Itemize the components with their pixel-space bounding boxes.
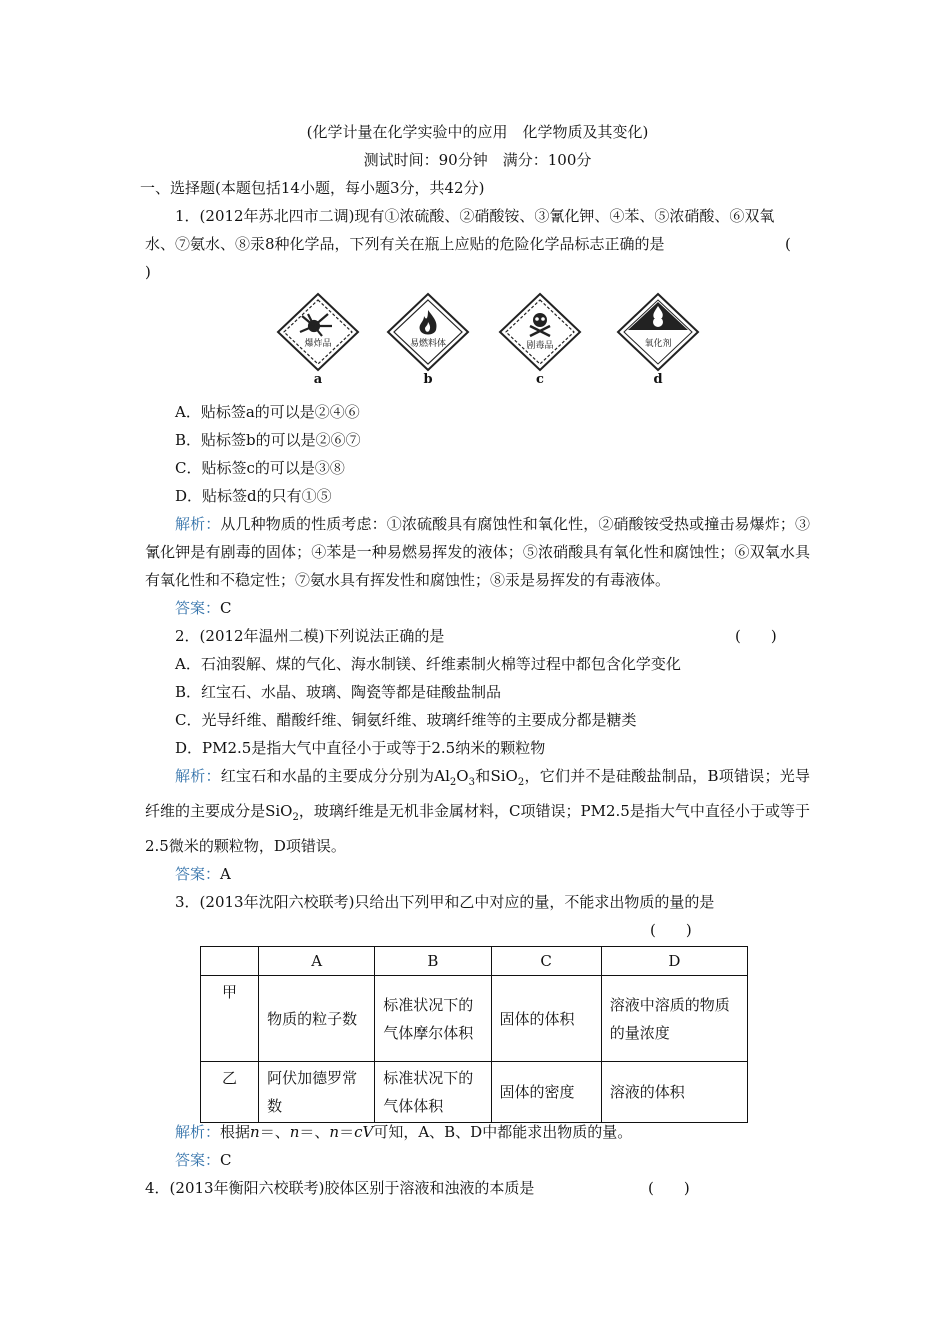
q3-answer xyxy=(145,1146,810,1174)
sign-letter-c: c xyxy=(536,372,544,387)
document-page xyxy=(140,118,810,1202)
table-header-cell: A xyxy=(259,947,375,976)
q2-analysis-part1: 红宝石和水晶的主要成分分别为Al xyxy=(220,767,450,785)
q4-stem: 4．(2013年衡阳六校联考)胶体区别于溶液和浊液的本质是 xyxy=(145,1179,535,1197)
q2-analysis-part3: ，它们并不是硅酸盐制品，B项错误；光导纤维的主要成分是SiO xyxy=(145,767,810,820)
q2-option-a: A．石油裂解、煤的气化、海水制镁、纤维素制火棉等过程中都包含化学变化 xyxy=(175,655,681,673)
q2-option-d: D．PM2.5是指大气中直径小于或等于2.5纳米的颗粒物 xyxy=(175,739,546,757)
q2-analysis-part2: 和SiO xyxy=(474,767,518,785)
table-cell: 溶液中溶质的物质的量浓度 xyxy=(601,976,747,1062)
q1-answer xyxy=(145,594,810,622)
q1-stem-text: 水、⑦氨水、⑧汞8种化学品，下列有关在瓶上应贴的危险化学品标志正确的是 xyxy=(145,235,665,253)
var-n: n xyxy=(250,1123,260,1141)
q2-analysis: 解析：红宝石和水晶的主要成分分别为$Al_2O_3$和SiO$_2$，它们并不是硅酸盐制品，B项错误；光导纤维的主要成分是SiO$_2$，玻璃纤维是无机非金属材料，C项错误；PM2.5是指大气中直径小于或等于2.5微米的颗粒物，D项错误。 xyxy=(145,767,810,855)
subscript: 2 xyxy=(292,812,299,823)
table-cell: 物质的粒子数 xyxy=(259,976,375,1062)
q2-answer xyxy=(145,860,810,888)
sign-d-text: 氧化剂 xyxy=(644,339,672,349)
q1-option-b: B．贴标签b的可以是②⑥⑦ xyxy=(175,431,361,449)
table-header-cell: C xyxy=(491,947,601,976)
var-cv: cV xyxy=(354,1123,374,1141)
q2-stem-line xyxy=(145,622,810,650)
hazard-label-c xyxy=(495,292,585,392)
subscript: 3 xyxy=(468,777,475,788)
q1-analysis-text: 从几种物质的性质考虑：①浓硫酸具有腐蚀性和氧化性，②硝酸铵受热或撞击易爆炸；③氰化钾是有剧毒的固体；④苯是一种易燃易挥发的液体；⑤浓硝酸具有氧化性和腐蚀性；⑥双氧水具有氧化性和不稳定性；⑦氨水具有挥发性和腐蚀性；⑧汞是易挥发的有毒液体。 xyxy=(145,515,810,589)
table-cell: 甲 xyxy=(201,976,259,1062)
q1-paren-close: ) xyxy=(145,263,151,281)
table-cell: 固体的体积 xyxy=(491,976,601,1062)
q1-answer-label: 答案： xyxy=(175,599,221,617)
q3-table xyxy=(200,946,748,1123)
hazard-label-d xyxy=(613,292,703,392)
var-n: n xyxy=(289,1123,300,1141)
sign-letter-d: d xyxy=(653,372,663,387)
table-cell: 标准状况下的气体体积 xyxy=(375,1062,491,1123)
q2-option-b: B．红宝石、水晶、玻璃、陶瓷等都是硅酸盐制品 xyxy=(175,683,502,701)
hazard-label-a xyxy=(273,292,363,392)
sign-letter-b: b xyxy=(423,372,433,387)
q1-analysis xyxy=(145,510,810,594)
subscript: 2 xyxy=(517,777,525,788)
table-header-cell: D xyxy=(601,947,747,976)
q3-paren-line xyxy=(145,916,810,944)
q3-analysis-label: 解析： xyxy=(175,1123,221,1141)
eq: ＝、 xyxy=(299,1123,330,1141)
table-header-row xyxy=(201,947,748,976)
q4-stem-line xyxy=(145,1174,810,1202)
q3-answer-value: C xyxy=(220,1151,232,1169)
sign-letter-a: a xyxy=(313,372,323,387)
q3-answer-label: 答案： xyxy=(175,1151,221,1169)
q1-stem-line2 xyxy=(145,230,810,258)
hazard-label-b xyxy=(383,292,473,392)
q1-answer-value: C xyxy=(220,599,232,617)
q3-stem: 3．(2013年沈阳六校联考)只给出下列甲和乙中对应的量，不能求出物质的量的是 xyxy=(175,893,715,911)
table-cell: 乙 xyxy=(201,1062,259,1123)
section-heading: 一、选择题(本题包括14小题，每小题3分，共42分) xyxy=(140,179,485,197)
q1-analysis-label: 解析： xyxy=(175,515,221,533)
hazard-labels xyxy=(145,292,810,392)
table-row xyxy=(201,976,748,1062)
q1-paren-open: ( xyxy=(785,235,791,253)
eq: ＝、 xyxy=(259,1123,290,1141)
q1-stem-line1: 1．(2012年苏北四市二调)现有①浓硫酸、②硝酸铵、③氰化钾、④苯、⑤浓硝酸、⑥双氧 xyxy=(175,207,775,225)
q1-option-a: A．贴标签a的可以是②④⑥ xyxy=(175,403,360,421)
skull-sign-icon xyxy=(496,292,584,372)
explosive-sign-icon xyxy=(274,292,362,372)
sign-b-text: 易燃料体 xyxy=(409,339,447,349)
q2-answer-label: 答案： xyxy=(175,865,221,883)
table-cell: 固体的密度 xyxy=(491,1062,601,1123)
q2-paren: ( ) xyxy=(735,627,777,645)
q3-analysis-a: 根据 xyxy=(220,1123,251,1141)
q2-answer-value: A xyxy=(220,865,231,883)
q3-analysis-b: 可知，A、B、D中都能求出物质的量。 xyxy=(373,1123,633,1141)
q1-option-d: D．贴标签d的只有①⑤ xyxy=(175,487,332,505)
q1-option-c: C．贴标签c的可以是③⑧ xyxy=(175,459,345,477)
q4-paren: ( ) xyxy=(648,1179,690,1197)
time-info: 测试时间：90分钟 满分：100分 xyxy=(363,151,592,169)
subscript: 2 xyxy=(449,777,457,788)
table-header-cell: B xyxy=(375,947,491,976)
table-cell: 阿伏加德罗常数 xyxy=(259,1062,375,1123)
eq: ＝ xyxy=(339,1123,355,1141)
sign-a-text: 爆炸品 xyxy=(304,339,332,349)
sign-c-text: 剧毒品 xyxy=(526,341,554,351)
q2-analysis-label: 解析： xyxy=(175,767,221,785)
q2-option-c: C．光导纤维、醋酸纤维、铜氨纤维、玻璃纤维等的主要成分都是糖类 xyxy=(175,711,637,729)
q2-analysis-part4: ，玻璃纤维是无机非金属材料，C项错误；PM2.5是指大气中直径小于或等于2.5微米的颗粒物，D项错误。 xyxy=(145,802,810,855)
q3-table-wrap xyxy=(145,944,810,1118)
q2-stem: 2．(2012年温州二模)下列说法正确的是 xyxy=(175,627,445,645)
table-cell: 溶液的体积 xyxy=(601,1062,747,1123)
table-cell: 标准状况下的气体摩尔体积 xyxy=(375,976,491,1062)
q3-paren: ( ) xyxy=(650,921,692,939)
oxidizer-sign-icon xyxy=(614,292,702,372)
table-row xyxy=(201,1062,748,1123)
var-n: n xyxy=(329,1123,340,1141)
doc-title: (化学计量在化学实验中的应用 化学物质及其变化) xyxy=(306,123,649,141)
flame-sign-icon xyxy=(384,292,472,372)
table-header-cell xyxy=(201,947,259,976)
